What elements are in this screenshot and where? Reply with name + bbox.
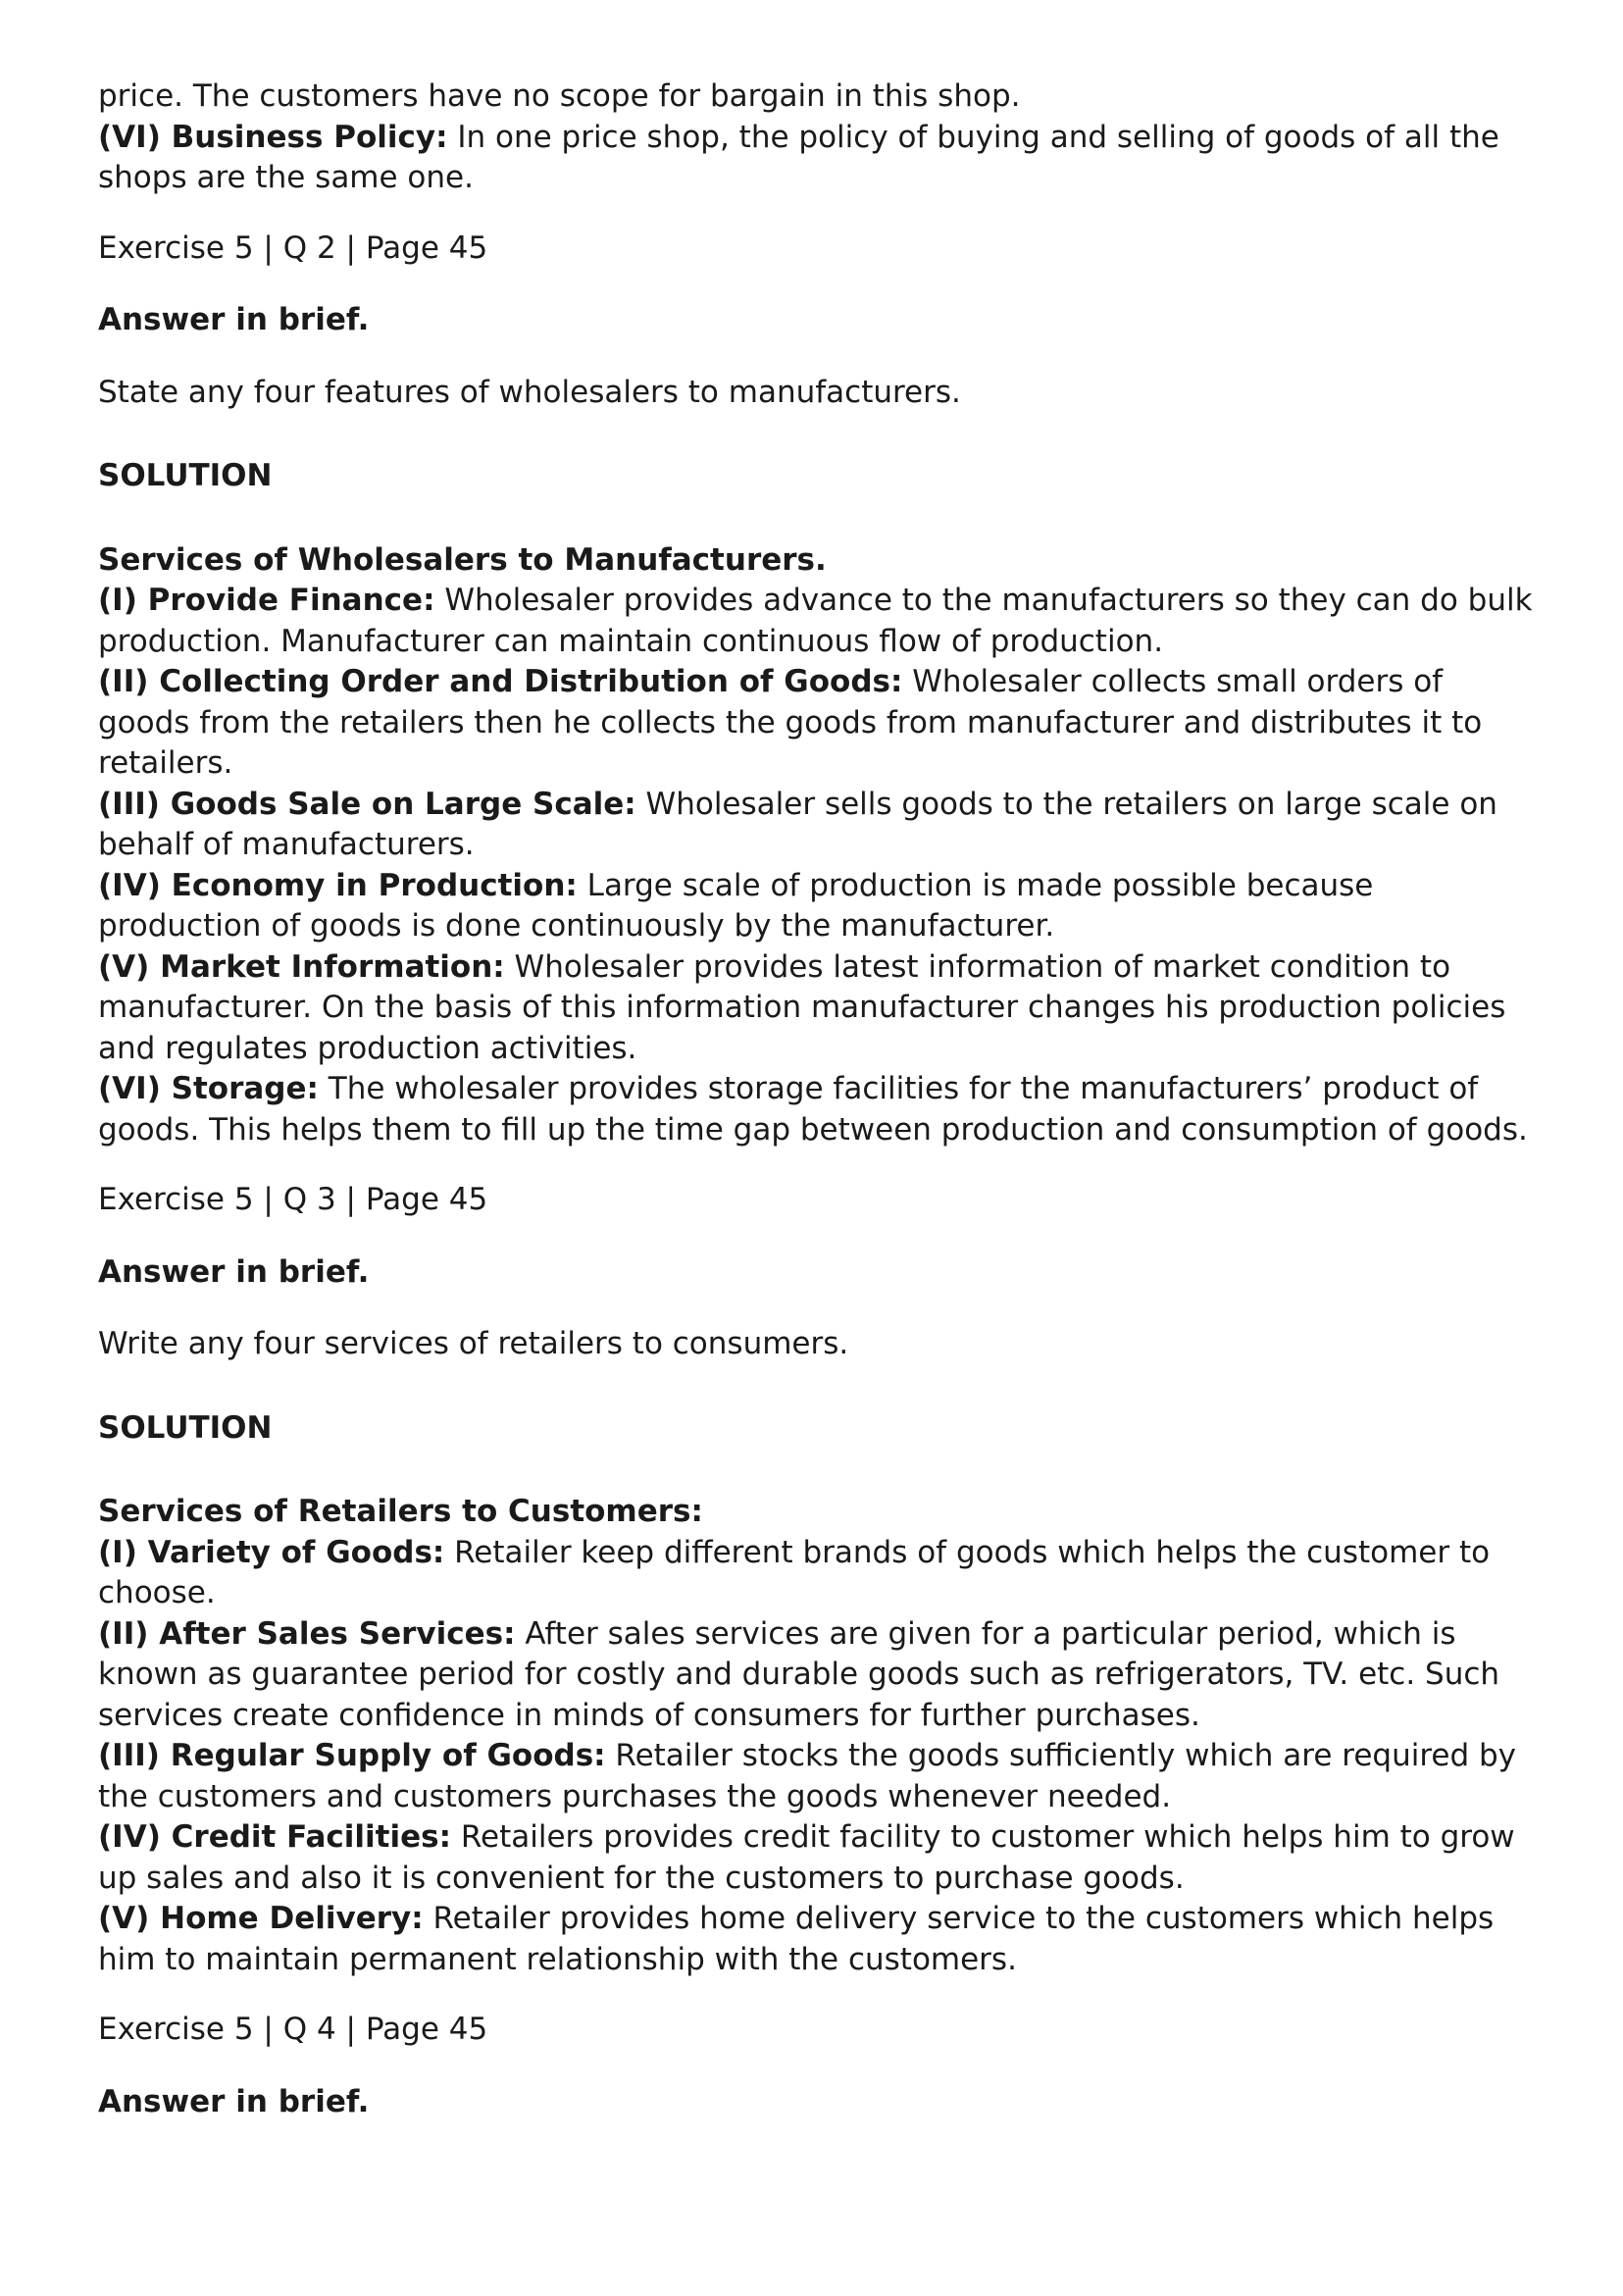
- answer-point: [98, 1817, 1535, 1899]
- question-text: Write any four services of retailers to consumers.: [98, 1326, 849, 1361]
- continued-line: price. The customers have no scope for bargain in this shop.: [98, 78, 1021, 114]
- point-label: (VI) Storage:: [98, 1071, 319, 1106]
- answer-point: [98, 1069, 1535, 1150]
- solution-heading: SOLUTION: [98, 458, 273, 493]
- answer-point: [98, 1736, 1535, 1817]
- point-label: (III) Goods Sale on Large Scale:: [98, 786, 636, 822]
- point-label: (V) Home Delivery:: [98, 1901, 424, 1936]
- point-label: (I) Provide Finance:: [98, 583, 435, 618]
- answer-heading: Services of Wholesalers to Manufacturers.: [98, 541, 827, 578]
- point-text: After sales services are given for a particular period, which is known as guarantee period for costly and durable goods such as refrigerators, TV. etc. Such services create confidence in minds of consumers for further purchases.: [98, 1615, 1500, 1733]
- point-text: Retailer provides home delivery service to the customers which helps him to maintain permanent relationship with the customers.: [98, 1901, 1495, 1977]
- answer-point: [98, 1533, 1535, 1614]
- point-label: (IV) Credit Facilities:: [98, 1819, 451, 1855]
- answer-point: [98, 866, 1535, 947]
- answer-point: [98, 662, 1535, 785]
- point-text: Retailer stocks the goods sufficiently which are required by the customers and customers purchases the goods whenever needed.: [98, 1738, 1517, 1814]
- point-label: (VI) Business Policy:: [98, 119, 448, 155]
- answer-point: [98, 785, 1535, 866]
- answer-point: [98, 1614, 1535, 1737]
- answer-list: [98, 581, 1535, 1150]
- answer-point: [98, 581, 1535, 662]
- point-text: Wholesaler sells goods to the retailers on large scale on behalf of manufacturers.: [98, 786, 1497, 862]
- question-type: Answer in brief.: [98, 1253, 370, 1290]
- answer-point: [98, 118, 1535, 199]
- point-label: (III) Regular Supply of Goods:: [98, 1738, 606, 1773]
- exercise-reference: Exercise 5 | Q 4 | Page 45: [98, 2012, 488, 2047]
- question-type: Answer in brief.: [98, 302, 370, 337]
- exercise-reference: Exercise 5 | Q 2 | Page 45: [98, 230, 488, 266]
- point-label: (II) After Sales Services:: [98, 1615, 516, 1652]
- question-type: Answer in brief.: [98, 2083, 370, 2119]
- point-text: The wholesaler provides storage facilities for the manufacturers’ product of goods. This helps them to fill up the time gap between production and consumption of goods.: [98, 1071, 1528, 1148]
- point-text: Retailer keep different brands of goods which helps the customer to choose.: [98, 1534, 1491, 1610]
- point-label: (IV) Economy in Production:: [98, 867, 578, 903]
- point-text: Wholesaler provides latest information of market condition to manufacturer. On the basis of this information manufacturer changes his production policies and regulates production activities.: [98, 948, 1506, 1066]
- point-label: (I) Variety of Goods:: [98, 1534, 445, 1570]
- exercise-reference: Exercise 5 | Q 3 | Page 45: [98, 1182, 488, 1217]
- answer-point: [98, 1899, 1535, 1980]
- point-text: Wholesaler provides advance to the manufacturers so they can do bulk production. Manufacturer can maintain continuous flow of production.: [98, 583, 1533, 659]
- solution-heading: SOLUTION: [98, 1409, 273, 1446]
- point-label: (V) Market Information:: [98, 948, 505, 985]
- answer-point: [98, 947, 1535, 1070]
- question-text: State any four features of wholesalers to manufacturers.: [98, 374, 961, 410]
- point-text: Wholesaler collects small orders of goods from the retailers then he collects the goods from manufacturer and distributes it to retailers.: [98, 664, 1483, 781]
- continued-answer: [98, 77, 1535, 199]
- point-text: In one price shop, the policy of buying and selling of goods of all the shops are the same one.: [98, 119, 1499, 195]
- answer-list: [98, 1533, 1535, 1981]
- point-label: (II) Collecting Order and Distribution of Goods:: [98, 664, 903, 699]
- document-page: [98, 77, 1535, 2122]
- point-text: Retailers provides credit facility to customer which helps him to grow up sales and also it is convenient for the customers to purchase goods.: [98, 1819, 1515, 1896]
- point-text: Large scale of production is made possible because production of goods is done continuously by the manufacturer.: [98, 867, 1374, 944]
- answer-heading: Services of Retailers to Customers:: [98, 1494, 703, 1529]
